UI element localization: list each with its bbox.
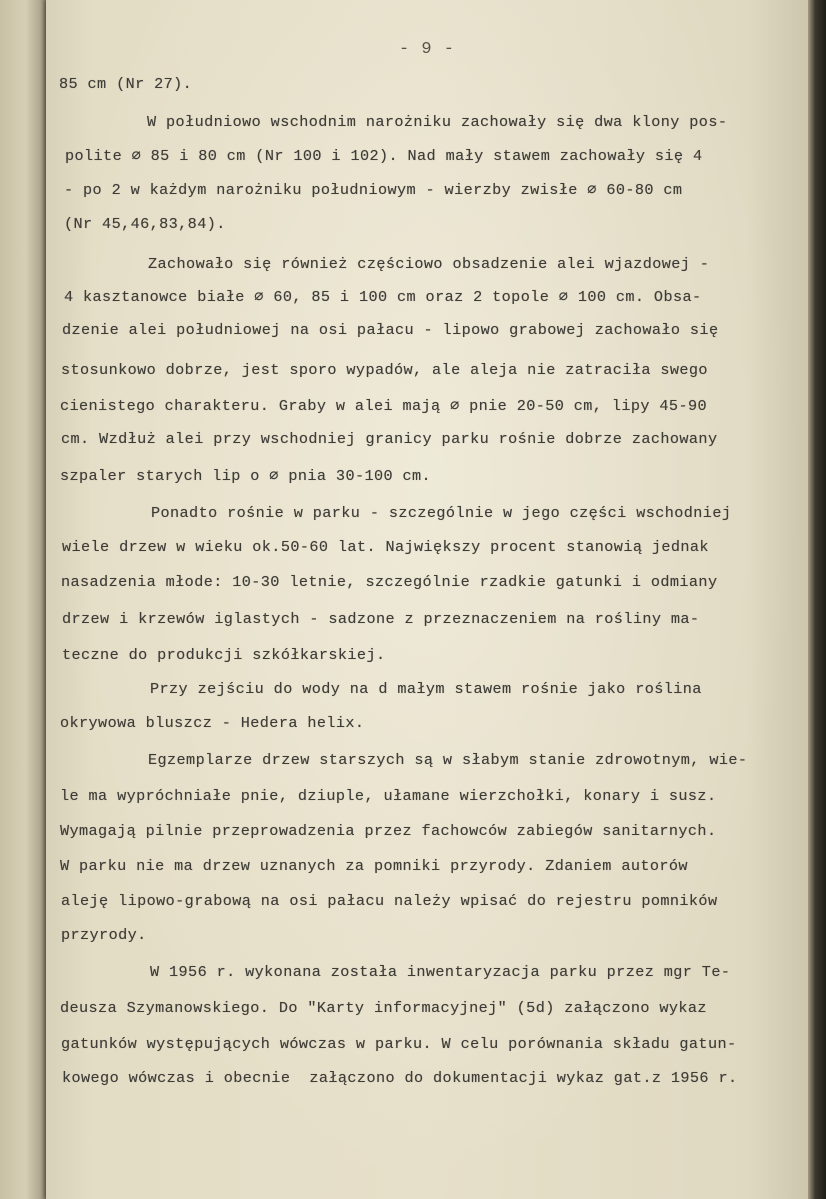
text-line: (Nr 45,46,83,84). — [64, 215, 226, 233]
text-line: - po 2 w każdym narożniku południowym - wierzby zwisłe ⌀ 60-80 cm — [64, 181, 683, 199]
text-line: 85 cm (Nr 27). — [59, 75, 193, 93]
text-line: cm. Wzdłuż alei przy wschodniej granicy parku rośnie dobrze zachowany — [61, 430, 718, 448]
scan-edge — [808, 0, 826, 1199]
text-line: wiele drzew w wieku ok.50-60 lat. Największy procent stanowią jednak — [62, 538, 709, 556]
text-line: nasadzenia młode: 10-30 letnie, szczególnie rzadkie gatunki i odmiany — [61, 573, 718, 591]
text-line: 4 kasztanowce białe ⌀ 60, 85 i 100 cm oraz 2 topole ⌀ 100 cm. Obsa- — [64, 288, 702, 306]
typewritten-page — [46, 0, 808, 1199]
text-line: gatunków występujących wówczas w parku. W celu porównania składu gatun- — [61, 1035, 737, 1053]
text-line: Przy zejściu do wody na d małym stawem rośnie jako roślina — [150, 680, 702, 698]
text-line: dzenie alei południowej na osi pałacu - lipowo grabowej zachowało się — [62, 321, 719, 339]
text-line: kowego wówczas i obecnie załączono do dokumentacji wykaz gat.z 1956 r. — [62, 1069, 738, 1087]
text-line: cienistego charakteru. Graby w alei mają ⌀ pnie 20-50 cm, lipy 45-90 — [60, 397, 707, 415]
text-line: drzew i krzewów iglastych - sadzone z przeznaczeniem na rośliny ma- — [62, 610, 700, 628]
text-line: Wymagają pilnie przeprowadzenia przez fachowców zabiegów sanitarnych. — [60, 822, 717, 840]
text-line: deusza Szymanowskiego. Do "Karty informacyjnej" (5d) załączono wykaz — [60, 999, 707, 1017]
text-line: W parku nie ma drzew uznanych za pomniki przyrody. Zdaniem autorów — [60, 857, 688, 875]
text-line: stosunkowo dobrze, jest sporo wypadów, ale aleja nie zatraciła swego — [61, 361, 708, 379]
page-number: - 9 - — [398, 40, 455, 59]
text-line: le ma wypróchniałe pnie, dziuple, ułamane wierzchołki, konary i susz. — [60, 787, 717, 805]
text-line: W 1956 r. wykonana została inwentaryzacja parku przez mgr Te- — [150, 963, 731, 981]
text-line: teczne do produkcji szkółkarskiej. — [62, 646, 386, 664]
text-line: Egzemplarze drzew starszych są w słabym stanie zdrowotnym, wie- — [148, 751, 748, 769]
text-line: W południowo wschodnim narożniku zachowały się dwa klony pos- — [147, 113, 728, 131]
text-line: Ponadto rośnie w parku - szczególnie w jego części wschodniej — [151, 504, 732, 522]
text-line: Zachowało się również częściowo obsadzenie alei wjazdowej - — [148, 255, 710, 273]
binding-strip — [0, 0, 46, 1199]
text-line: szpaler starych lip o ⌀ pnia 30-100 cm. — [60, 467, 432, 485]
text-line: okrywowa bluszcz - Hedera helix. — [60, 714, 365, 732]
text-line: przyrody. — [61, 926, 147, 944]
text-line: aleję lipowo-grabową na osi pałacu należy wpisać do rejestru pomników — [61, 892, 718, 910]
text-line: polite ⌀ 85 i 80 cm (Nr 100 i 102). Nad mały stawem zachowały się 4 — [65, 147, 703, 165]
